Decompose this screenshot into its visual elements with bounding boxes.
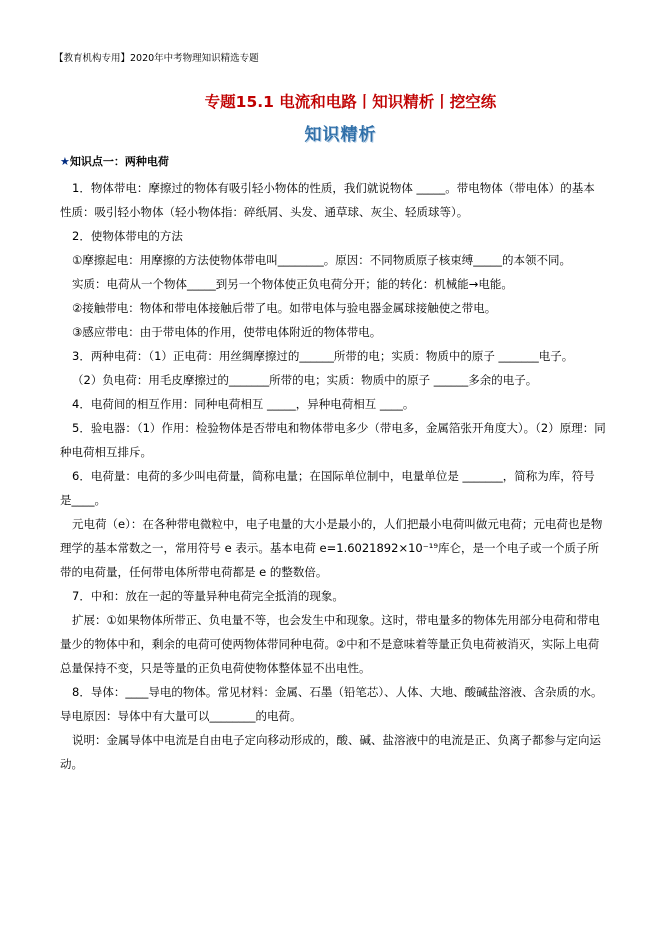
paragraph-16: 说明：金属导体中电流是自由电子定向移动形成的，酸、碱、盐溶液中的电流是正、负离子都参与定向运动。 — [60, 733, 601, 771]
page-title: 专题15.1 电流和电路丨知识精析丨挖空练 — [204, 93, 497, 111]
star-icon: ★ — [60, 155, 70, 168]
paragraph-3: ①摩擦起电：用摩擦的方法使物体带电叫________。原因：不同物质原子核束缚_____的本领不同。 — [72, 253, 572, 267]
paragraph-5: ②接触带电：物体和带电体接触后带了电。如带电体与验电器金属球接触使之带电。 — [72, 301, 497, 315]
paragraph-10: 5．验电器：（1）作用：检验物体是否带电和物体带电多少（带电多，金属箔张开角度大）。（2）原理：同种电荷相互排斥。 — [60, 421, 606, 459]
paragraph-6: ③感应带电：由于带电体的作用，使带电体附近的物体带电。 — [72, 325, 382, 339]
paragraph-9: 4．电荷间的相互作用：同种电荷相互 _____，异种电荷相互 ____。 — [72, 397, 415, 411]
paragraph-15: 8．导体：____导电的物体。常见材料：金属、石墨（铅笔芯）、人体、大地、酸碱盐溶液、含杂质的水。导电原因：导体中有大量可以________的电荷。 — [60, 685, 603, 723]
section-banner-text: 知识精析 — [304, 125, 377, 145]
paragraph-7: 3．两种电荷：（1）正电荷：用丝绸摩擦过的______所带的电；实质：物质中的原子 _______电子。 — [72, 349, 574, 363]
knowledge-point-heading — [60, 154, 606, 170]
paragraph-14: 扩展：①如果物体所带正、负电量不等，也会发生中和现象。这时，带电量多的物体先用部分电荷和带电量少的物体中和，剩余的电荷可使两物体带同种电荷。②中和不是意味着等量正负电荷被消灭，实际上电荷总量保持不变，只是等量的正负电荷使物体整体显不出电性。 — [60, 613, 600, 675]
paragraph-12: 元电荷（e）：在各种带电微粒中，电子电量的大小是最小的，人们把最小电荷叫做元电荷；元电荷也是物理学的基本常数之一，常用符号 e 表示。基本电荷 e=1.6021892×10⁻¹⁹库仑，是一个电子或一个质子所带的电荷量，任何带电体所带电荷都是 e 的整数倍。 — [60, 517, 603, 579]
paragraph-8: （2）负电荷：用毛皮摩擦过的_______所带的电；实质：物质中的原子 ______多余的电子。 — [72, 373, 538, 387]
section-banner — [0, 120, 661, 145]
paragraph-13: 7．中和：放在一起的等量异种电荷完全抵消的现象。 — [72, 589, 344, 603]
paragraph-2: 2．使物体带电的方法 — [72, 229, 183, 243]
knowledge-point-label: 知识点一：两种电荷 — [69, 155, 169, 168]
paragraph-1: 1．物体带电：摩擦过的物体有吸引轻小物体的性质，我们就说物体 _____。带电物体（带电体）的基本性质：吸引轻小物体（轻小物体指：碎纸屑、头发、通草球、灰尘、轻质球等）。 — [60, 181, 595, 219]
paragraph-4: 实质：电荷从一个物体_____到另一个物体使正负电荷分开；能的转化：机械能→电能。 — [72, 277, 513, 291]
header-note: 【教育机构专用】2020年中考物理知识精选专题 — [54, 53, 259, 64]
paragraph-11: 6．电荷量：电荷的多少叫电荷量，简称电量；在国际单位制中，电量单位是 _______，简称为库，符号是____。 — [60, 469, 595, 507]
document-body — [60, 154, 606, 776]
